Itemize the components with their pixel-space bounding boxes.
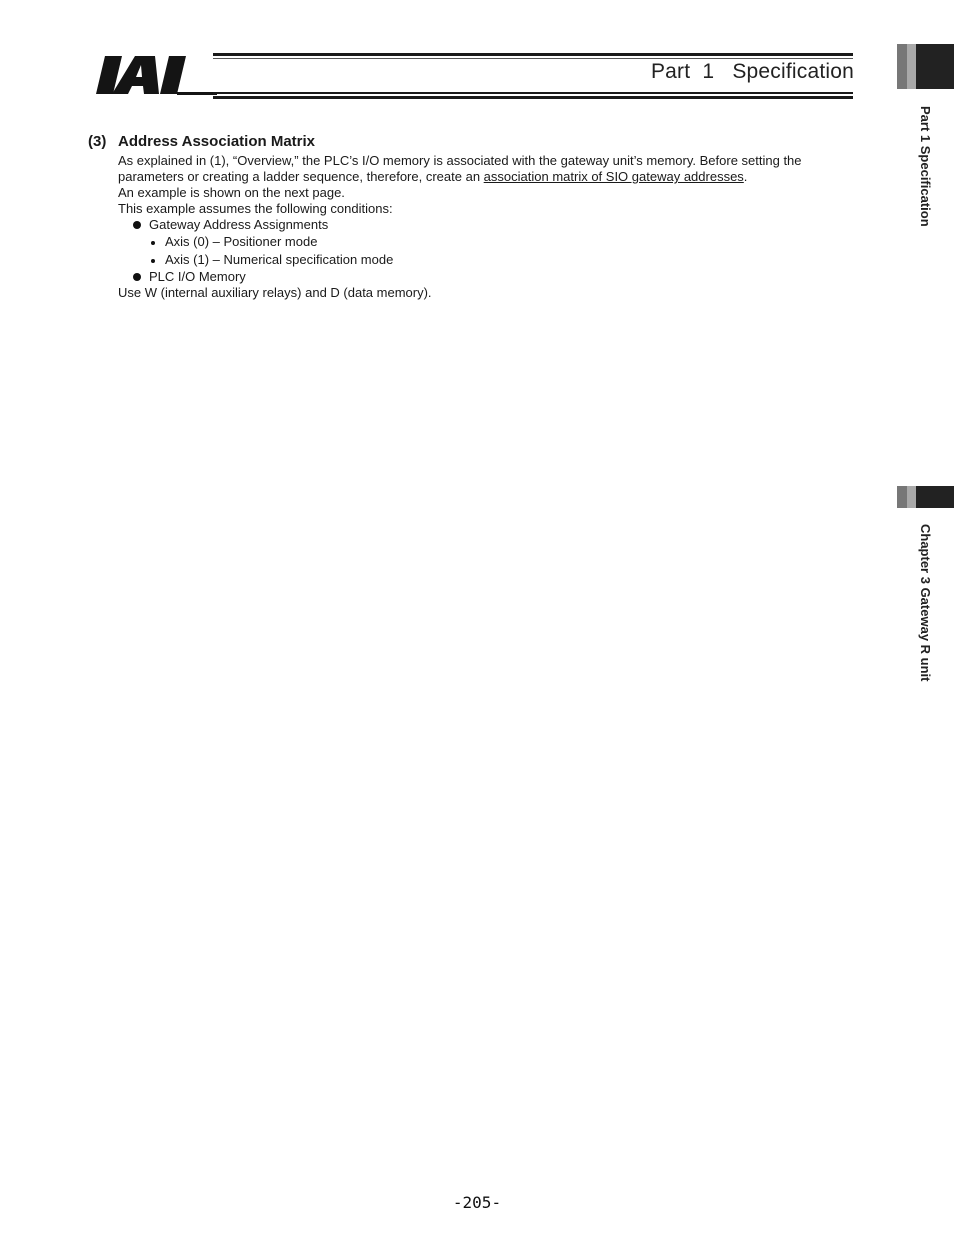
- section-title: Address Association Matrix: [118, 133, 315, 150]
- plc-memory-description: Use W (internal auxiliary relays) and D (data memory).: [118, 285, 432, 300]
- page-number: -205-: [452, 1193, 502, 1212]
- paragraph-text: parameters or creating a ladder sequence, therefore, create an: [118, 169, 484, 184]
- paragraph-line: [118, 169, 868, 185]
- sub-bullet-axis-0: Axis (0) – Positioner mode: [150, 233, 868, 251]
- chapter-side-label: Chapter 3 Gateway R unit: [918, 524, 933, 682]
- paragraph-text: .: [743, 169, 748, 184]
- iai-logo: [95, 48, 220, 102]
- section-number: (3): [88, 133, 107, 150]
- sub-bullet-axis-1: Axis (1) – Numerical specification mode: [150, 251, 868, 269]
- part-tab-marker: [897, 44, 954, 89]
- conditions-intro: This example assumes the following conditions:: [118, 201, 393, 216]
- header-rule-bottom-thin: [213, 92, 853, 94]
- example-note: An example is shown on the next page.: [118, 185, 345, 200]
- bullet-gateway-assignments: Gateway Address Assignments: [133, 217, 868, 233]
- part-title: Part 1 Specification: [650, 60, 854, 83]
- section-content: [88, 131, 868, 301]
- paragraph-line: As explained in (1), “Overview,” the PLC’s I/O memory is associated with the gateway unit’s memory. Before setting the: [118, 153, 802, 168]
- chapter-tab-marker: [897, 486, 954, 508]
- bullet-plc-io-memory: PLC I/O Memory: [133, 269, 868, 285]
- header-rule-top: [213, 53, 853, 56]
- association-matrix-term: association matrix of SIO gateway addresses: [483, 169, 744, 184]
- section-heading: [88, 131, 868, 153]
- header-rule-top-thin: [213, 58, 853, 59]
- part-side-label: Part 1 Specification: [918, 106, 933, 227]
- header-rule-bottom: [213, 96, 853, 99]
- section-body: [118, 153, 868, 301]
